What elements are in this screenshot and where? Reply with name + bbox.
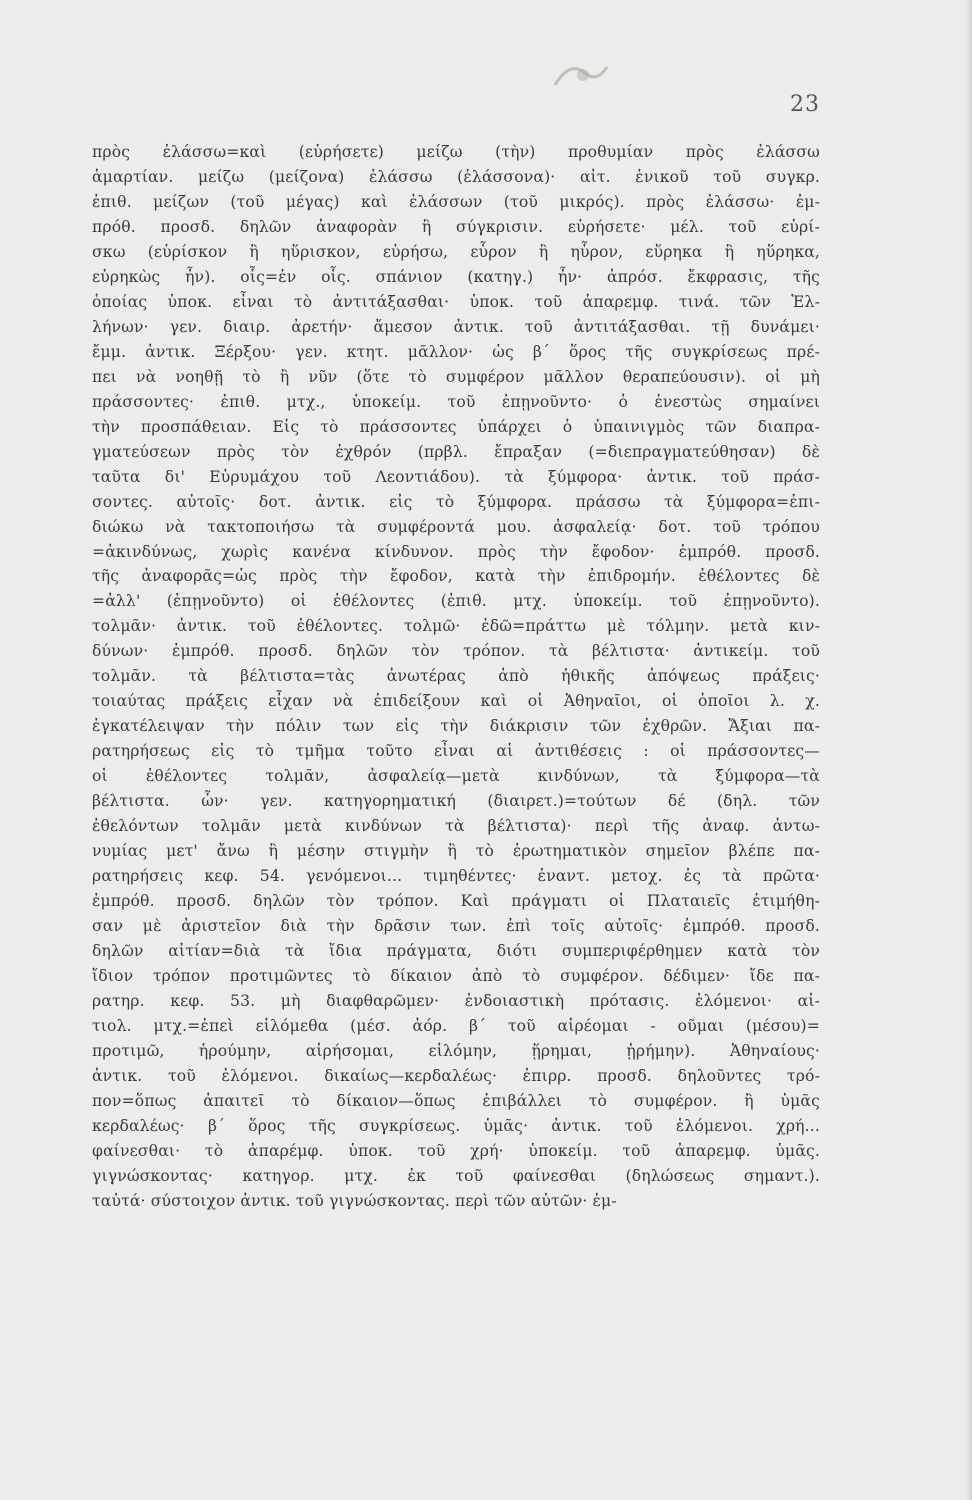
text-line: πρὸς ἐλάσσω=καὶ (εὑρήσετε) μείζω (τὴν) προθυμίαν πρὸς ἐλάσσω <box>92 143 820 161</box>
commentary-text <box>92 140 820 1214</box>
page-edge-shadow <box>966 0 972 1500</box>
text-line: γιγνώσκοντας· κατηγορ. μτχ. ἐκ τοῦ φαίνεσθαι (δηλώσεως σημαντ.). <box>92 1166 820 1185</box>
text-line: =ἀλλ' (ἐπῃνοῦντο) οἱ ἐθέλοντες (ἐπιθ. μτχ. ὑποκείμ. τοῦ ἐπῃνοῦντο). <box>92 592 820 611</box>
text-line: φαίνεσθαι· τὸ ἀπαρέμφ. ὑποκ. τοῦ χρή· ὑποκείμ. τοῦ ἀπαρεμφ. ὑμᾶς. <box>92 1141 820 1160</box>
text-line: τολμᾶν. τὰ βέλτιστα=τὰς ἀνωτέρας ἀπὸ ἠθικῆς ἀπόψεως πράξεις· <box>92 667 820 686</box>
text-line: ἐμπρόθ. προσδ. δηλῶν τὸν τρόπον. Καὶ πράγματι οἱ Πλαταιεῖς ἐτιμήθη- <box>92 892 820 911</box>
text-line: οἱ ἐθέλοντες τολμᾶν, ἀσφαλείᾳ—μετὰ κινδύνων, τὰ ξύμφορα—τὰ <box>92 767 820 786</box>
text-line: γματεύσεων πρὸς τὸν ἐχθρόν (πρβλ. ἔπραξαν (=διεπραγματεύθησαν) δὲ <box>92 442 820 461</box>
text-line: σκω (εὑρίσκον ἢ ηὕρισκον, εὑρήσω, εὗρον ἢ ηὗρον, εὕρηκα ἢ ηὕρηκα, <box>92 242 820 261</box>
text-line: τιολ. μτχ.=ἐπεὶ εἱλόμεθα (μέσ. ἀόρ. β΄ τοῦ αἱρέομαι - οῦμαι (μέσου)= <box>92 1016 820 1035</box>
text-line: ρατηρ. κεφ. 53. μὴ διαφθαρῶμεν· ἐνδοιαστικὴ πρότασις. ἑλόμενοι· αἰ- <box>92 991 820 1010</box>
text-line: πρόθ. προσδ. δηλῶν ἀναφορὰν ἢ σύγκρισιν. εὑρήσετε· μέλ. τοῦ εὑρί- <box>92 217 820 236</box>
text-line: τῆς ἀναφορᾶς=ὡς πρὸς τὴν ἔφοδον, κατὰ τὴν ἐπιδρομήν. ἐθέλοντες δὲ <box>92 567 820 586</box>
text-line: ἐπιθ. μείζων (τοῦ μέγας) καὶ ἐλάσσων (τοῦ μικρός). πρὸς ἐλάσσω· ἐμ- <box>92 192 820 211</box>
text-line: ἔμμ. ἀντικ. Ξέρξου· γεν. κτητ. μᾶλλον· ὡς β΄ ὅρος τῆς συγκρίσεως πρέ- <box>92 342 820 361</box>
text-line: ἀντικ. τοῦ ἑλόμενοι. δικαίως—κερδαλέως· ἐπιρρ. προσδ. δηλοῦντες τρό- <box>92 1066 820 1085</box>
text-line: ὁποίας ὑποκ. εἶναι τὸ ἀντιτάξασθαι· ὑποκ. τοῦ ἀπαρεμφ. τινά. τῶν Ἑλ- <box>92 292 820 311</box>
text-line: λήνων· γεν. διαιρ. ἀρετήν· ἄμεσον ἀντικ. τοῦ ἀντιτάξασθαι. τῇ δυνάμει· <box>92 317 820 336</box>
text-line: ταῦτα δι' Εὐρυμάχου τοῦ Λεοντιάδου). τὰ ξύμφορα· ἀντικ. τοῦ πράσ- <box>92 467 820 486</box>
text-line: τοιαύτας πράξεις εἶχαν νὰ ἐπιδείξουν καὶ οἱ Ἀθηναῖοι, οἱ ὁποῖοι λ. χ. <box>92 692 820 711</box>
scan-smudge-mark <box>545 55 615 95</box>
text-line: ἁμαρτίαν. μείζω (μείζονα) ἐλάσσω (ἐλάσσονα)· αἰτ. ἑνικοῦ τοῦ συγκρ. <box>92 167 820 186</box>
text-line: =ἀκινδύνως, χωρὶς κανένα κίνδυνον. πρὸς τὴν ἔφοδον· ἐμπρόθ. προσδ. <box>92 542 820 561</box>
text-line: πον=ὅπως ἀπαιτεῖ τὸ δίκαιον—ὅπως ἐπιβάλλει τὸ συμφέρον. ἢ ὑμᾶς <box>92 1091 820 1110</box>
text-line: προτιμῶ, ἡρούμην, αἱρήσομαι, εἱλόμην, ᾕρημαι, ᾑρήμην). Ἀθηναίους· <box>92 1041 820 1060</box>
text-line: ἐθελόντων τολμᾶν μετὰ κινδύνων τὰ βέλτιστα)· περὶ τῆς ἀναφ. ἀντω- <box>92 817 820 836</box>
text-line: τὴν προσπάθειαν. Εἰς τὸ πράσσοντες ὑπάρχει ὁ ὑπαινιγμὸς τῶν διαπρα- <box>92 417 820 436</box>
text-line: νυμίας μετ' ἄνω ἢ μέσην στιγμὴν ἢ τὸ ἐρωτηματικὸν σημεῖον βλέπε πα- <box>92 842 820 861</box>
text-line: εὑρηκὼς ἦν). οἷς=ἐν οἷς. σπάνιον (κατηγ.) ἦν· ἀπρόσ. ἔκφρασις, τῆς <box>92 267 820 286</box>
text-line: πράσσοντες· ἐπιθ. μτχ., ὑποκείμ. τοῦ ἐπῃνοῦντο· ὁ ἐνεστὼς σημαίνει <box>92 392 820 411</box>
text-line: ρατηρήσεως εἰς τὸ τμῆμα τοῦτο εἶναι αἱ ἀντιθέσεις : οἱ πράσσοντες— <box>92 742 820 761</box>
text-line: ἴδιον τρόπον προτιμῶντες τὸ δίκαιον ἀπὸ τὸ συμφέρον. δέδιμεν· ἴδε πα- <box>92 966 820 985</box>
text-line: ταὐτά· σύστοιχον ἀντικ. τοῦ γιγνώσκοντας. περὶ τῶν αὐτῶν· ἐμ- <box>92 1191 617 1210</box>
text-line: δηλῶν αἰτίαν=διὰ τὰ ἴδια πράγματα, διότι συμπεριφέρθημεν κατὰ τὸν <box>92 942 820 960</box>
text-line: σαν μὲ ἀριστεῖον διὰ τὴν δρᾶσιν των. ἐπὶ τοῖς αὐτοῖς· ἐμπρόθ. προσδ. <box>92 917 820 936</box>
text-line: ἐγκατέλειψαν τὴν πόλιν των εἰς τὴν διάκρισιν τῶν ἐχθρῶν. Ἄξιαι πα- <box>92 717 820 736</box>
text-line: διώκω νὰ τακτοποιήσω τὰ συμφέροντά μου. ἀσφαλείᾳ· δοτ. τοῦ τρόπου <box>92 517 820 536</box>
text-line: κερδαλέως· β΄ ὅρος τῆς συγκρίσεως. ὑμᾶς· ἀντικ. τοῦ ἑλόμενοι. χρή... <box>92 1116 820 1135</box>
text-line: δύνων· ἐμπρόθ. προσδ. δηλῶν τὸν τρόπον. τὰ βέλτιστα· ἀντικείμ. τοῦ <box>92 642 820 661</box>
text-line: σοντες. αὐτοῖς· δοτ. ἀντικ. εἰς τὸ ξύμφορα. πράσσω τὰ ξύμφορα=ἐπι- <box>92 492 820 511</box>
text-line: βέλτιστα. ὧν· γεν. κατηγορηματική (διαιρετ.)=τούτων δέ (δηλ. τῶν <box>92 792 820 811</box>
text-line: ρατηρήσεις κεφ. 54. γενόμενοι... τιμηθέντες· ἐναντ. μετοχ. ἐς τὰ πρῶτα· <box>92 867 820 886</box>
text-line: τολμᾶν· ἀντικ. τοῦ ἐθέλοντες. τολμῶ· ἐδῶ=πράττω μὲ τόλμην. μετὰ κιν- <box>92 617 820 636</box>
page-number: 23 <box>790 92 820 117</box>
text-line: πει νὰ νοηθῇ τὸ ἢ νῦν (ὅτε τὸ συμφέρον μᾶλλον θεραπεύουσιν). οἱ μὴ <box>92 367 820 386</box>
